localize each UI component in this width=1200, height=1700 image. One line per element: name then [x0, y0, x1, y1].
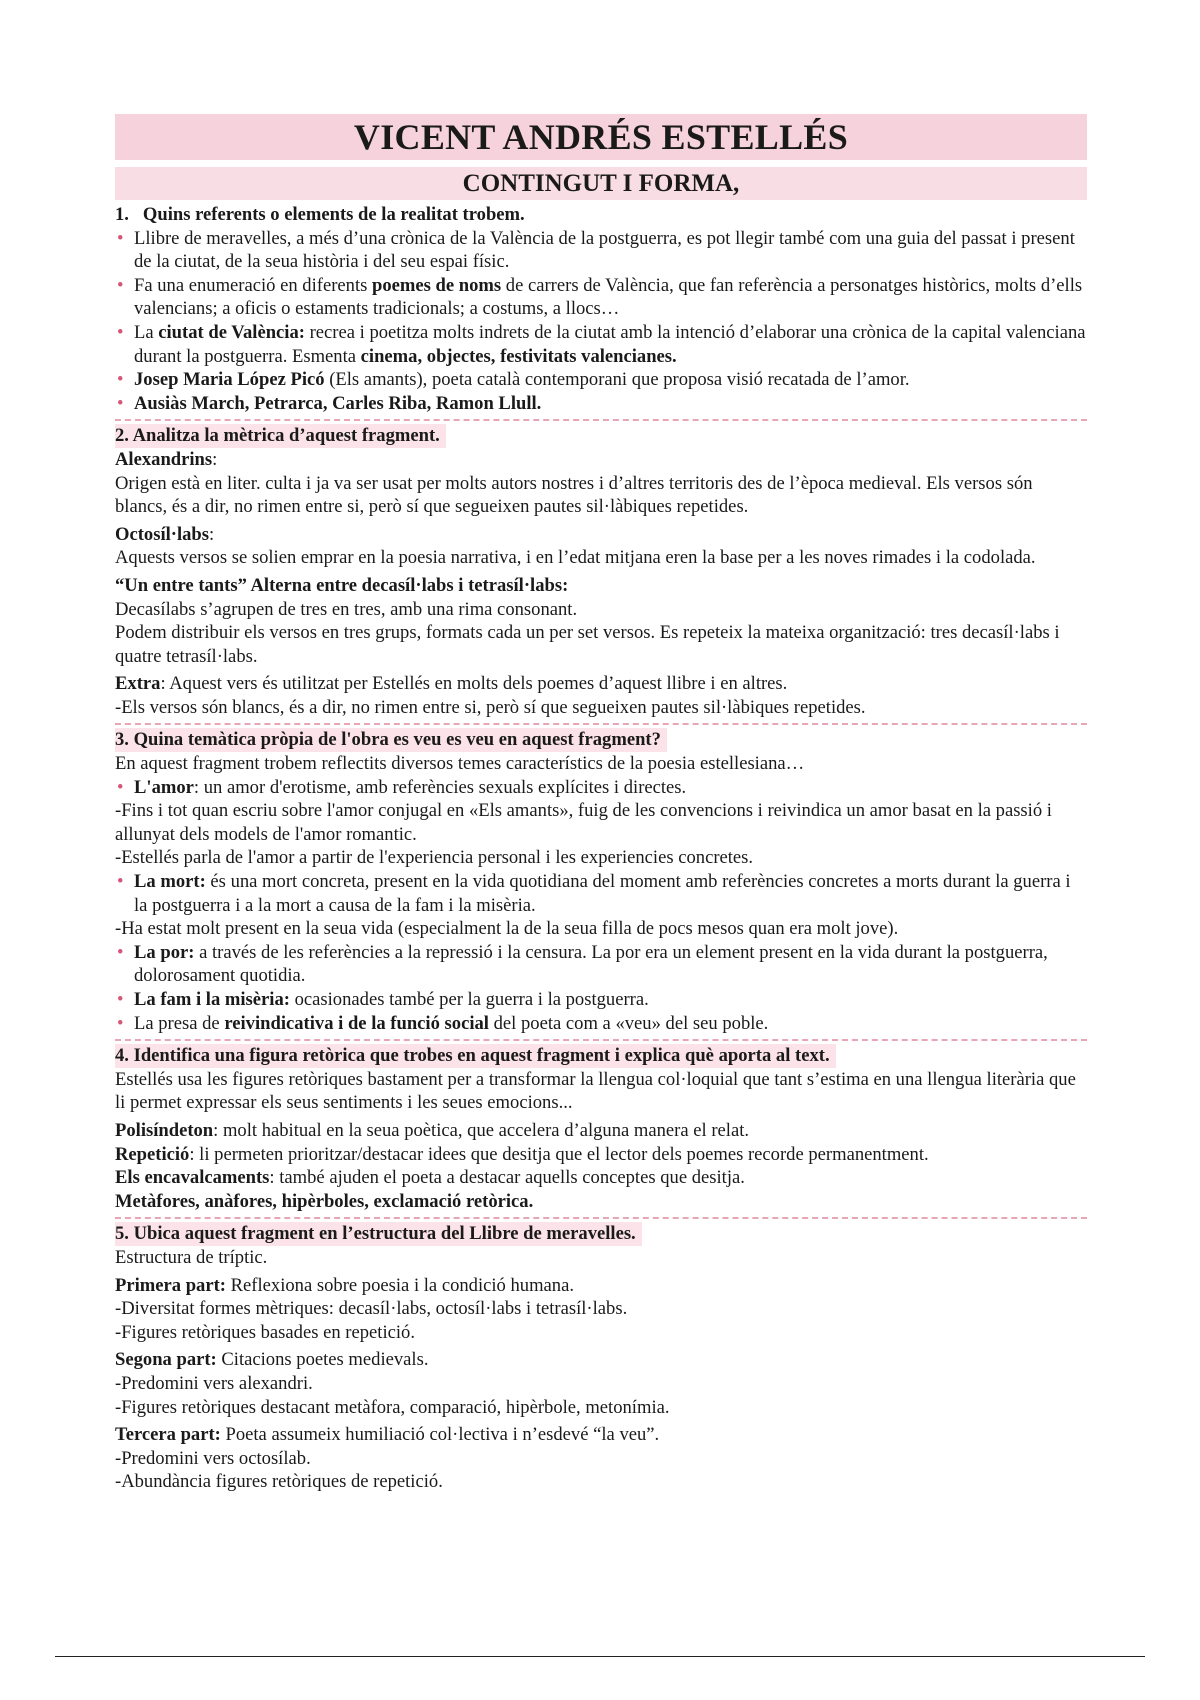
list-item: • Fa una enumeració en diferents poemes de noms de carrers de València, que fan referència a personatges històrics, molts d’ells valencians; a oficis o estaments tradicionals; a costums, a llocs… — [115, 274, 1087, 321]
segona-part-line-3: -Figures retòriques destacant metàfora, comparació, hipèrbole, metonímia. — [115, 1396, 670, 1418]
document-content — [115, 200, 1087, 1494]
polisindeton-line: Polisíndeton: molt habitual en la seua poètica, que accelera d’alguna manera el relat. — [115, 1119, 750, 1141]
section-3-intro: En aquest fragment trobem reflectits diversos temes característics de la poesia estellesiana… — [115, 753, 805, 775]
list-item: • La ciutat de València: recrea i poetitza molts indrets de la ciutat amb la intenció d’elaborar una crònica de la capital valenciana durant la postguerra. Esmenta cinema, objectes, festivitats valencianes. — [115, 321, 1087, 368]
encavalcaments-line: Els encavalcaments: també ajuden el poeta a destacar aquells conceptes que desitja. — [115, 1167, 745, 1189]
list-item: • La por: a través de les referències a la repressió i la censura. La por era un element present en la vida durant la postguerra, dolorosament quotidia. — [115, 941, 1087, 988]
list-item: • L'amor: un amor d'erotisme, amb referències sexuals explícites i directes. — [115, 776, 1087, 800]
tercera-part-line-3: -Abundància figures retòriques de repetició. — [115, 1471, 443, 1493]
section-3-list-b — [115, 870, 1087, 917]
amor-line-2: -Fins i tot quan escriu sobre l'amor conjugal en «Els amants», fuig de les convencions i reivindica un amor basat en la passió i allunyat dels models de l'amor romantic. — [115, 800, 1052, 845]
tercera-part-line: Tercera part: Poeta assumeix humiliació col·lectiva i n’esdevé “la veu”. — [115, 1424, 660, 1446]
section-3-list-a — [115, 776, 1087, 800]
section-5-intro: Estructura de tríptic. — [115, 1246, 268, 1268]
section-3-heading: 3. Quina temàtica pròpia de l'obra es veu es veu en aquest fragment? — [115, 728, 667, 752]
section-4-intro: Estellés usa les figures retòriques bastament per a transformar la llengua col·loquial que tant s’estima en una llengua literària que li permet expressar els seus sentiments i les seues emocions... — [115, 1068, 1076, 1114]
section-1-heading: 1. Quins referents o elements de la realitat trobem. — [115, 204, 525, 225]
alterna-line-2: Podem distribuir els versos en tres grups, formats cada un per set versos. Es repeteix la mateixa organització: tres decasíl·labs i quatre tetrasíl·labs. — [115, 622, 1060, 667]
octosillabs-label: Octosíl·labs: — [115, 523, 215, 545]
alexandrins-label: Alexandrins: — [115, 448, 218, 470]
alterna-label: “Un entre tants” Alterna entre decasíl·labs i tetrasíl·labs: — [115, 574, 569, 596]
footer-rule — [55, 1656, 1145, 1657]
primera-part-line: Primera part: Reflexiona sobre poesia i la condició humana. — [115, 1274, 575, 1296]
section-2-heading: 2. Analitza la mètrica d’aquest fragment. — [115, 424, 446, 448]
list-item: • Ausiàs March, Petrarca, Carles Riba, Ramon Llull. — [115, 392, 1087, 416]
extra-line: Extra: Aquest vers és utilitzat per Estellés en molts dels poemes d’aquest llibre i en altres. — [115, 673, 788, 695]
other-figures-line: Metàfores, anàfores, hipèrboles, exclamació retòrica. — [115, 1190, 534, 1212]
tercera-part-line-2: -Predomini vers octosílab. — [115, 1447, 311, 1469]
segona-part-line-2: -Predomini vers alexandri. — [115, 1372, 313, 1394]
document-subtitle: CONTINGUT I FORMA, — [115, 167, 1087, 200]
section-3-list-c — [115, 941, 1087, 1035]
section-divider — [115, 419, 1087, 421]
amor-line-3: -Estellés parla de l'amor a partir de l'experiencia personal i les experiencies concretes. — [115, 847, 754, 869]
list-item: • Llibre de meravelles, a més d’una crònica de la València de la postguerra, es pot llegir també com una guia del passat i present de la ciutat, de la seua història i del seu espai físic. — [115, 227, 1087, 274]
repeticio-line: Repetició: li permeten prioritzar/destacar idees que desitja que el lector dels poemes recorde permanentment. — [115, 1143, 929, 1165]
alterna-line-1: Decasílabs s’agrupen de tres en tres, amb una rima consonant. — [115, 598, 578, 620]
section-divider — [115, 1217, 1087, 1219]
section-4-heading: 4. Identifica una figura retòrica que trobes en aquest fragment i explica què aporta al text. — [115, 1044, 836, 1068]
segona-part-line: Segona part: Citacions poetes medievals. — [115, 1349, 429, 1371]
mort-line-2: -Ha estat molt present en la seua vida (especialment la de la seua filla de pocs mesos quan era molt jove). — [115, 918, 899, 940]
section-divider — [115, 1039, 1087, 1041]
list-item: • La mort: és una mort concreta, present en la vida quotidiana del moment amb referències concretes a morts durant la guerra i la postguerra i a la mort a causa de la fam i la misèria. — [115, 870, 1087, 917]
extra-line-2: -Els versos són blancs, és a dir, no rimen entre si, però sí que segueixen pautes sil·làbiques repetides. — [115, 696, 866, 718]
list-item: • La fam i la misèria: ocasionades també per la guerra i la postguerra. — [115, 988, 1087, 1012]
document-title: VICENT ANDRÉS ESTELLÉS — [115, 114, 1087, 160]
alexandrins-text: Origen està en liter. culta i ja va ser usat per molts autors nostres i d’altres territoris des de l’època medieval. Els versos són blancs, és a dir, no rimen entre si, però sí que segueixen pautes sil·làbiques repetides. — [115, 472, 1033, 518]
list-item: • Josep Maria López Picó (Els amants), poeta català contemporani que proposa visió recatada de l’amor. — [115, 368, 1087, 392]
primera-part-line-3: -Figures retòriques basades en repetició. — [115, 1321, 415, 1343]
primera-part-line-2: -Diversitat formes mètriques: decasíl·labs, octosíl·labs i tetrasíl·labs. — [115, 1298, 628, 1320]
octosillabs-text: Aquests versos se solien emprar en la poesia narrativa, i en l’edat mitjana eren la base per a les noves rimades i la codolada. — [115, 547, 1036, 569]
section-5-heading: 5. Ubica aquest fragment en l’estructura del Llibre de meravelles. — [115, 1222, 642, 1246]
list-item: • La presa de reivindicativa i de la funció social del poeta com a «veu» del seu poble. — [115, 1012, 1087, 1036]
section-divider — [115, 723, 1087, 725]
section-1-list — [115, 227, 1087, 416]
